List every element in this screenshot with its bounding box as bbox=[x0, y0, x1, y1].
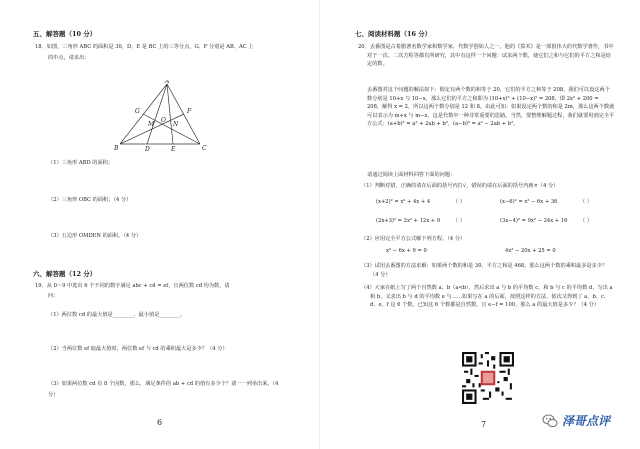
answer-paren-4: （ ） bbox=[580, 218, 593, 224]
q19-part1: （1）两位数 cd 的最大值是________，最小值是________。 bbox=[48, 312, 186, 318]
q20-sub3: （3）试用丢番图的方法求解：如果两个数的和是 30，平方之和是 468，那么这两个数的乘积最多是多少？（4 分） bbox=[361, 263, 608, 278]
label-O: O bbox=[161, 117, 166, 124]
equation-5: x² − 6x + 9 = 0 bbox=[386, 248, 427, 254]
q20-sub2: （2）应用完全平方公式解下列方程。（4 分） bbox=[361, 236, 466, 242]
q19-part3-line1: （3）如果两位数 cd 有 8 个因数，那么，满足条件的 ab + cd 的值有多少个？请一一列举出来。（4 bbox=[48, 381, 279, 387]
brand-watermark bbox=[542, 412, 610, 429]
label-D: D bbox=[145, 146, 150, 152]
q20-method: 丢番图对这个问题的解法如下：假定有两个数的和等于 20，它们的平方之和等于 208，我们可以设这两个数分别是 10+x 与 10−x，那么它们的平方之和即为 (10+x)² + (10−x)² = 208，即 2x² + 200 = 208，解得 x = 2，所以这两个数分别是 12 和 8。由此可知：如果设定两个数的和是 2m，那么这两个数就可以表示为 m+x 与 m−x，这是代数中一种非常重要的思路。当然，要整理解题过程，我们就要用到完全平方公式：(a+b)² = a² + 2ab + b²，(a−b)² = a² − 2ab + b²。 bbox=[367, 87, 615, 128]
q20-sub4: （4）大家在纸上写了两个自然数 a、b（a<b），然后求出 a 与 b 的平均数 c，和 b 与 c 的平均数 d，写出 a 和 b，又求出 b 与 d 的平均数 e 与……如果写在 a 的后面，按照这样的方法，依次又得到了 a、b、c、d、e、f 这 6 个数。已知这 6 个数都是自然数，且 e−f = 100，那么 a 的最大值是多少？（4 分） bbox=[361, 285, 613, 309]
q18-part1: （1）三角形 ABD 的面积； bbox=[48, 160, 114, 166]
brand-name: 泽哥点评 bbox=[562, 414, 611, 428]
page-number-7: 7 bbox=[481, 420, 487, 429]
page-number-6: 6 bbox=[157, 418, 163, 427]
qr-code-icon bbox=[462, 352, 514, 404]
page-7 bbox=[320, 0, 640, 449]
answer-paren-2: （ ） bbox=[580, 199, 593, 205]
label-B: B bbox=[114, 145, 119, 152]
q19-text-line2: 问： bbox=[48, 293, 59, 299]
section-6-heading: 六、解答题（12 分） bbox=[33, 270, 97, 278]
q18-part3: （3）五边形 OMDEN 的面积。（4 分） bbox=[48, 233, 142, 239]
equation-6: 4x² − 20x + 25 = 0 bbox=[505, 248, 556, 254]
equation-3: (2x+3)² = 2x² + 12x + 9 bbox=[376, 218, 441, 224]
q20-instruction: 请通过阅读上面材料回答下面的问题： bbox=[367, 172, 456, 178]
label-G: G bbox=[135, 108, 140, 115]
triangle-figure bbox=[105, 80, 215, 152]
section-5-heading: 五、解答题（10 分） bbox=[33, 30, 97, 38]
label-F: F bbox=[187, 108, 192, 115]
q18-text-line1: 18．如图，三角形 ABC 的面积是 30，D、E 是 BC 上的三等分点，G、F 分别是 AB、AC 上 bbox=[35, 44, 254, 50]
answer-paren-1: （ ） bbox=[453, 199, 466, 205]
answer-paren-3: （ ） bbox=[453, 218, 466, 224]
section-7-heading: 七、阅读材料题（16 分） bbox=[355, 30, 432, 38]
q20-sub1: （1）判断对错，正确的请在后面的括号内打√，错误的请在后面的括号内画×（4 分） bbox=[361, 183, 559, 189]
label-M: M bbox=[148, 121, 155, 128]
q19-part3-line2: 分） bbox=[48, 392, 59, 398]
q18-part2: （2）三角形 OBC 的面积；（4 分） bbox=[48, 197, 132, 203]
label-A: A bbox=[165, 80, 170, 85]
label-N: N bbox=[173, 121, 179, 128]
q19-text-line1: 19．从 0～9 中选出 6 个不同的数字满足 abc + cd = ef，且两位数 cd 均为数，请 bbox=[35, 283, 230, 289]
label-E: E bbox=[171, 146, 176, 152]
equation-2: (x−6)² = x² − 6x + 36 bbox=[500, 199, 558, 205]
label-C: C bbox=[202, 145, 207, 152]
q18-text-line2: 的中点，请求出： bbox=[48, 55, 90, 61]
q19-part2: （2）当两位数 ef 取最大值时，两位数 ef 与 cd 的乘积最大是多少？（4 分） bbox=[48, 346, 228, 352]
equation-1: (x+2)² = x² + 4x + 4 bbox=[376, 199, 431, 205]
equation-4: (3x−4)² = 9x² − 24x + 16 bbox=[500, 218, 568, 224]
q20-intro: 20．丢番图是古希腊著名数学家和数学家，代数学创始人之一。他的《算术》是一部很伟大的代数学著作，书中对于一次、二次方程等都有所研究，其中有这样一个问题：试求两个数，使它们之和与它们的平方之和是给定的数。 bbox=[358, 44, 614, 68]
wechat-icon bbox=[542, 413, 558, 429]
